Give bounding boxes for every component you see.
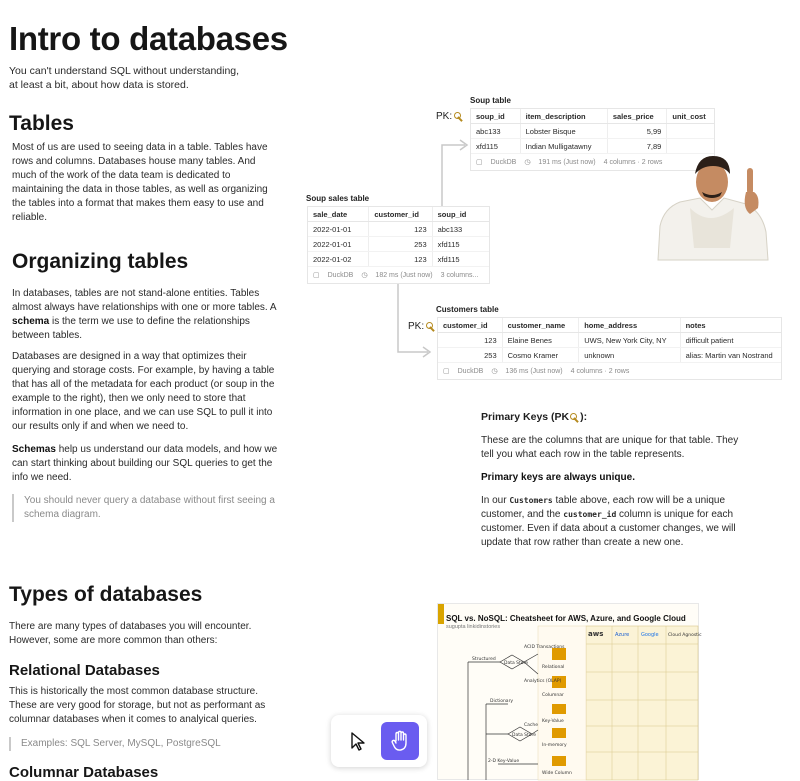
relational-heading: Relational Databases [9,662,160,679]
footer-source: DuckDB [457,367,484,375]
table-cell: 123 [369,222,432,236]
table-cell: 2022-01-01 [308,222,369,236]
table-footer [308,267,489,283]
tables-heading: Tables [9,112,74,135]
cheatsheet-title: SQL vs. NoSQL: Cheatsheet for AWS, Azure, and Google Cloud [446,614,686,623]
page-subtitle: You can't understand SQL without understanding, at least a bit, about how data is stored. [9,65,240,91]
table-cell: xfd115 [471,139,521,153]
database-icon: ▢ [443,368,450,375]
organizing-para-1: In databases, tables are not stand-alone entities. Tables almost always have relationships with one or more tables. A schema is the term we use to define the relationships between tables. [12,288,277,341]
table-cell: alias: Martin van Nostrand [685,350,773,360]
soup-table-caption: Soup table [470,96,511,105]
table-cell: Elaine Benes [503,333,580,347]
footer-info: 4 columns · 2 rows [570,367,630,375]
soup-pk-label: PK: [436,111,463,122]
table-row [438,333,781,348]
table-cell: Indian Mulligatawny [521,139,608,153]
schema-quote: You should never query a database without first seeing a schema diagram. [12,494,282,522]
cheatsheet-provider: Cloud Agnostic [668,633,702,638]
column-header: sale_date [308,207,369,221]
table-cell [667,124,714,138]
table-cell: 253 [438,348,503,362]
primary-keys-para-3: In our Customers table above, each row will be a unique customer, and the customer_id column is unique for each customer. Even if data about a customer changes, we will update that row rather than create a new one. [481,495,736,548]
column-header: notes [685,320,706,330]
organizing-heading: Organizing tables [12,250,189,273]
table-cell: xfd115 [437,239,460,249]
table-cell: 123 [438,333,503,347]
cheatsheet-row-label: In-memory [542,743,567,748]
table-cell: 2022-01-01 [308,237,369,251]
table-cell: 253 [369,237,432,251]
tables-text: Most of us are used to seeing data in a table. Tables have rows and columns. Databases house many tables. And much of the work of the data team is dedicated to maintaining the data in those tables, as well as organizing the tables into a format that makes them easy to use and reliable. [12,142,268,223]
column-header: unit_cost [672,111,706,121]
column-header: customer_id [369,207,432,221]
table-header [308,207,489,222]
cheatsheet-row-label: Relational [542,665,565,670]
types-text: There are many types of databases you will encounter. However, some are more common than others: [9,621,252,646]
table-row [308,237,489,252]
cheatsheet-flow-label: Cache [524,723,538,728]
footer-time: 136 ms (Just now) [505,367,563,375]
table-cell: UWS, New York City, NY [579,333,680,347]
cheatsheet-flow-label: Data Store [504,661,529,666]
footer-info: 4 columns · 2 rows [603,158,663,166]
cheatsheet-flow-label: ACID Transactions [524,645,565,650]
column-header: customer_id [438,318,503,332]
primary-keys-para-2: Primary keys are always unique. [481,472,635,483]
soup-sales-caption: Soup sales table [306,194,370,203]
footer-source: DuckDB [327,271,354,279]
table-cell: 123 [369,252,432,266]
footer-info: 3 columns... [440,271,479,279]
column-header: home_address [579,318,680,332]
pointer-tool-button[interactable] [339,722,377,760]
cheatsheet-row-label: Columnar [542,693,564,698]
table-row [471,124,714,139]
cheatsheet-row-label: Wide Column [542,771,572,776]
cheatsheet-provider: Azure [615,632,630,638]
table-cell: 7,89 [608,139,668,153]
primary-keys-para-1: These are the columns that are unique for that table. They tell you what each row in the table represents. [481,435,739,460]
clock-icon: ◷ [491,368,498,375]
hand-icon [390,730,410,752]
table-cell: Cosmo Kramer [503,348,580,362]
cheatsheet-flow-label: 2-D Key-Value [488,759,520,764]
table-cell: abc133 [437,224,463,234]
canvas-toolbar [331,715,427,767]
relational-text: This is historically the most common database structure. These are very good for storage, but not as performant as columnar databases when it comes to analyical queries. [9,686,266,725]
table-cell: unknown [579,348,680,362]
hand-tool-button[interactable] [381,722,419,760]
key-icon [570,413,579,422]
column-header: soup_id [437,209,467,219]
table-cell: xfd115 [437,254,460,264]
cheatsheet-flow-label: Structured [472,657,496,662]
table-row [438,348,781,363]
clock-icon: ◷ [361,272,368,279]
table-cell: difficult patient [685,335,734,345]
cheatsheet-provider: aws [588,630,604,638]
relational-examples-quote: Examples: SQL Server, MySQL, PostgreSQL [9,737,269,751]
footer-source: DuckDB [490,158,517,166]
key-icon [426,322,435,331]
table-cell: Lobster Bisque [521,124,608,138]
column-header: customer_name [503,318,580,332]
column-header: item_description [521,109,608,123]
table-header [438,318,781,333]
cheatsheet-flow-label: Data Store [512,733,537,738]
cheatsheet-flow-label: Dictionary [490,699,514,704]
customers-table [437,317,782,380]
cheatsheet-row-label: Key-Value [542,719,564,724]
organizing-para-3: Schemas help us understand our data models, and how we can start thinking about building our SQL queries to get the info we need. [12,444,278,483]
man-pointing-image [650,148,772,260]
page-title: Intro to databases [9,20,288,57]
pointer-icon [349,731,367,751]
table-row [308,252,489,267]
column-header: sales_price [608,109,668,123]
database-icon: ▢ [476,159,483,166]
organizing-para-2: Databases are designed in a way that optimizes their querying and storage costs. For example, by having a table that has all of the metadata for each product (or soup in the example to the right), then we only need to store that information in one place, and we can use SQL to pull it into our results only if and when we need to. [12,351,275,432]
table-row [308,222,489,237]
table-cell: abc133 [471,124,521,138]
sql-nosql-cheatsheet-image [437,603,702,780]
key-icon [454,112,463,121]
database-icon: ▢ [313,272,320,279]
table-footer [438,363,781,379]
cheatsheet-flow-label: Analytics (OLAP) [524,679,562,684]
table-cell: 5,99 [608,124,668,138]
cheatsheet-provider: Google [641,632,659,638]
primary-keys-heading: Primary Keys (PK ): [481,411,588,423]
columnar-heading: Columnar Databases [9,764,159,781]
types-heading: Types of databases [9,583,203,606]
footer-time: 182 ms (Just now) [375,271,433,279]
cheatsheet-author: sugupta linkidinstories [446,624,501,630]
clock-icon: ◷ [524,159,531,166]
soup-sales-table [307,206,490,284]
footer-time: 191 ms (Just now) [538,158,596,166]
table-header [471,109,714,124]
customers-pk-label: PK: [408,321,435,332]
table-cell: 2022-01-02 [308,252,369,266]
column-header: soup_id [471,109,521,123]
customers-caption: Customers table [436,305,499,314]
